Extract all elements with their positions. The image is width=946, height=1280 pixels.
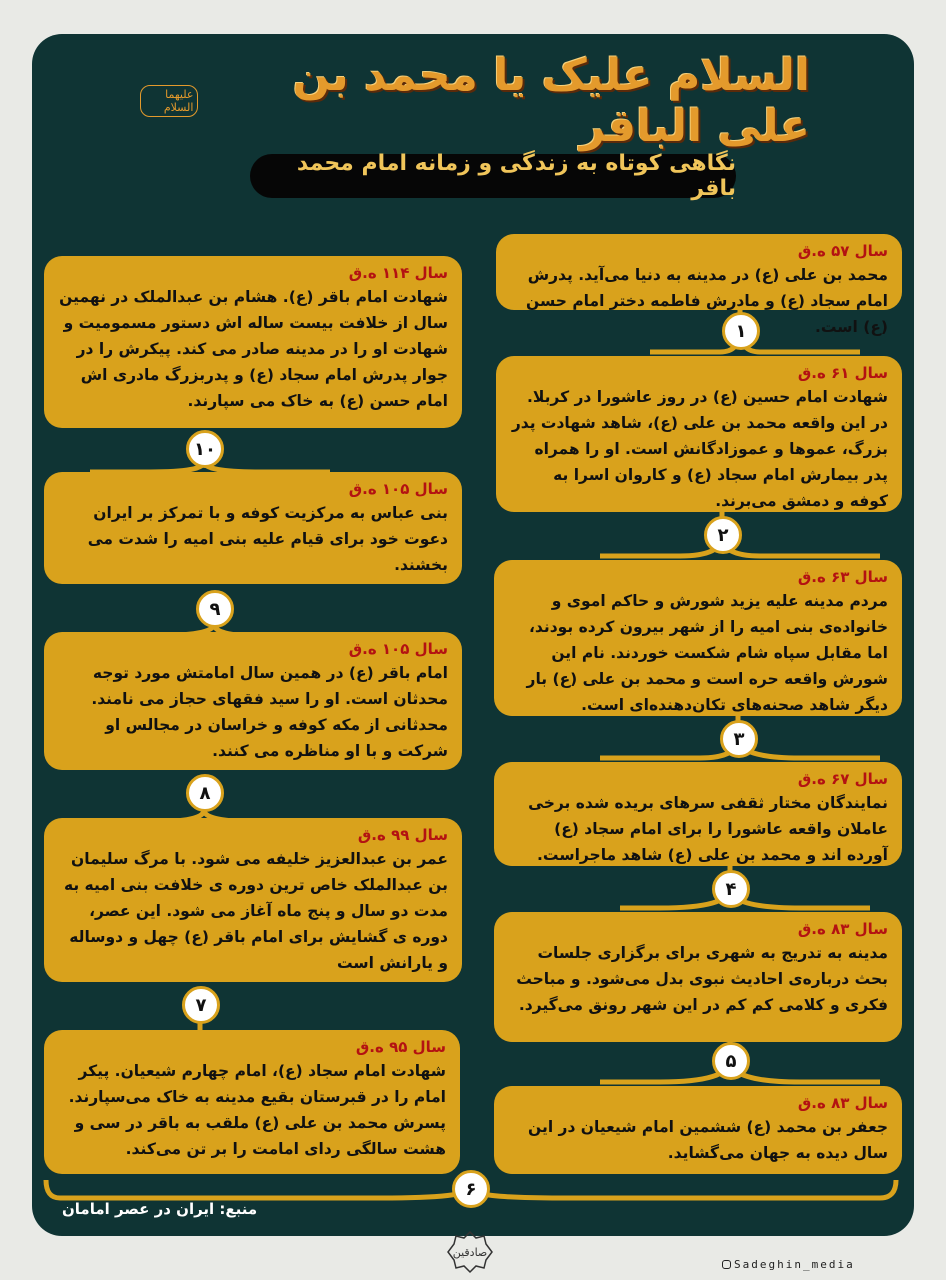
- timeline-card: [44, 632, 462, 770]
- event-number: ۶: [452, 1170, 490, 1208]
- event-text: محمد بن علی (ع) در مدینه به دنیا می‌آید. پدرش امام سجاد (ع) و مادرش فاطمه دختر امام حسن (ع) است.: [526, 266, 888, 336]
- title-text: السلام علیک یا محمد بن علی الباقر: [292, 50, 810, 152]
- page-title: [140, 50, 810, 152]
- event-number: ۲: [704, 516, 742, 554]
- logo-text: صادقین: [452, 1246, 488, 1259]
- event-year: سال ۵۷ ه.ق: [797, 242, 888, 260]
- event-text: نمایندگان مختار ثقفی سرهای بریده شده برخی عاملان واقعه عاشورا را برای امام سجاد (ع) آورده اند و محمد بن علی (ع) شاهد ماجراست.: [528, 794, 888, 864]
- event-number: ۴: [712, 870, 750, 908]
- event-year: سال ۶۳ ه.ق: [797, 568, 888, 586]
- event-number: ۱۰: [186, 430, 224, 468]
- social-handle: [722, 1258, 855, 1271]
- instagram-icon: [722, 1260, 731, 1269]
- event-text: عمر بن عبدالعزیز خلیفه می شود. با مرگ سلیمان بن عبدالملک خاص ترین دوره ی خلافت بنی امیه به مدت دو سال و پنج ماه آغاز می شود. این عصر، دوره ی گشایش برای امام باقر (ع) چهل و دوساله و یارانش است: [63, 850, 448, 972]
- brand-logo: [446, 1230, 494, 1274]
- event-year: سال ۱۱۴ ه.ق: [348, 264, 448, 282]
- event-text: شهادت امام باقر (ع). هشام بن عبدالملک در نهمین سال از خلافت بیست ساله اش دستور مسمومیت و شهادت او را در مدینه صادر می کند. پیکرش را در جوار پدرش امام سجاد (ع) و پدربزرگ مادری اش امام حسن (ع) به خاک می سپارند.: [59, 288, 448, 410]
- event-number: ۳: [720, 720, 758, 758]
- timeline-card: [496, 356, 902, 512]
- event-text: شهادت امام حسین (ع) در روز عاشورا در کربلا. در این واقعه محمد بن علی (ع)، شاهد شهادت پدر بزرگ، عموها و عموزادگانش است. او را همراه پدر بیمارش امام سجاد (ع) و کاروان اسرا به کوفه و دمشق می‌برند.: [511, 388, 888, 510]
- event-text: امام باقر (ع) در همین سال امامتش مورد توجه محدثان است. او را سید فقهای حجاز می نامند. محدثانی از مکه کوفه و خراسان در مجالس او شرکت و با او مناظره می کنند.: [91, 664, 448, 760]
- honorific-mark: علیهما السلام: [140, 85, 198, 117]
- timeline-card: [44, 472, 462, 584]
- event-year: سال ۱۰۵ ه.ق: [348, 640, 448, 658]
- timeline-card: [496, 234, 902, 336]
- event-text: شهادت امام سجاد (ع)، امام چهارم شیعیان. پیکر امام را در قبرستان بقیع مدینه به خاک می‌سپارند. پسرش محمد بن علی (ع) ملقب به باقر در سی و هشت سالگی ردای امامت را بر تن می‌کند.: [68, 1062, 446, 1158]
- event-year: سال ۸۳ ه.ق: [797, 920, 888, 938]
- timeline-card: [44, 1030, 460, 1174]
- event-number: ۱: [722, 312, 760, 350]
- timeline-card: [44, 256, 462, 428]
- event-year: سال ۹۹ ه.ق: [357, 826, 448, 844]
- event-year: سال ۹۵ ه.ق: [355, 1038, 446, 1056]
- timeline-card: [494, 912, 902, 1042]
- event-number: ۷: [182, 986, 220, 1024]
- event-number: ۸: [186, 774, 224, 812]
- event-text: بنی عباس به مرکزیت کوفه و با تمرکز بر ایران دعوت خود برای قیام علیه بنی امیه را شدت می بخشند.: [87, 504, 448, 574]
- handle-text: Sadeghin_media: [734, 1258, 855, 1271]
- event-number: ۹: [196, 590, 234, 628]
- event-year: سال ۱۰۵ ه.ق: [348, 480, 448, 498]
- event-year: سال ۸۳ ه.ق: [797, 1094, 888, 1112]
- subtitle-banner: نگاهی کوتاه به زندگی و زمانه امام محمد باقر: [250, 154, 736, 198]
- source-note: منبع: ایران در عصر امامان: [62, 1200, 258, 1218]
- event-year: سال ۶۱ ه.ق: [797, 364, 888, 382]
- event-year: سال ۶۷ ه.ق: [797, 770, 888, 788]
- timeline-card: [494, 1086, 902, 1174]
- event-text: مردم مدینه علیه یزید شورش و حاکم اموی و خانواده‌ی بنی امیه را از شهر بیرون کرده بودند، اما مقابل سپاه شام شکست خوردند. نام این شورش واقعه حره است و محمد بن علی (ع) بار دیگر شاهد صحنه‌های تکان‌دهنده‌ای است.: [526, 592, 888, 714]
- event-text: مدینه به تدریج به شهری برای برگزاری جلسات بحث درباره‌ی احادیث نبوی بدل می‌شود. و مباحث فکری و کلامی کم کم در این شهر رونق می‌گیرد.: [516, 944, 888, 1014]
- timeline-card: [44, 818, 462, 982]
- timeline-card: [494, 560, 902, 716]
- timeline-card: [494, 762, 902, 866]
- event-text: جعفر بن محمد (ع) ششمین امام شیعیان در این سال دیده به جهان می‌گشاید.: [528, 1118, 888, 1162]
- event-number: ۵: [712, 1042, 750, 1080]
